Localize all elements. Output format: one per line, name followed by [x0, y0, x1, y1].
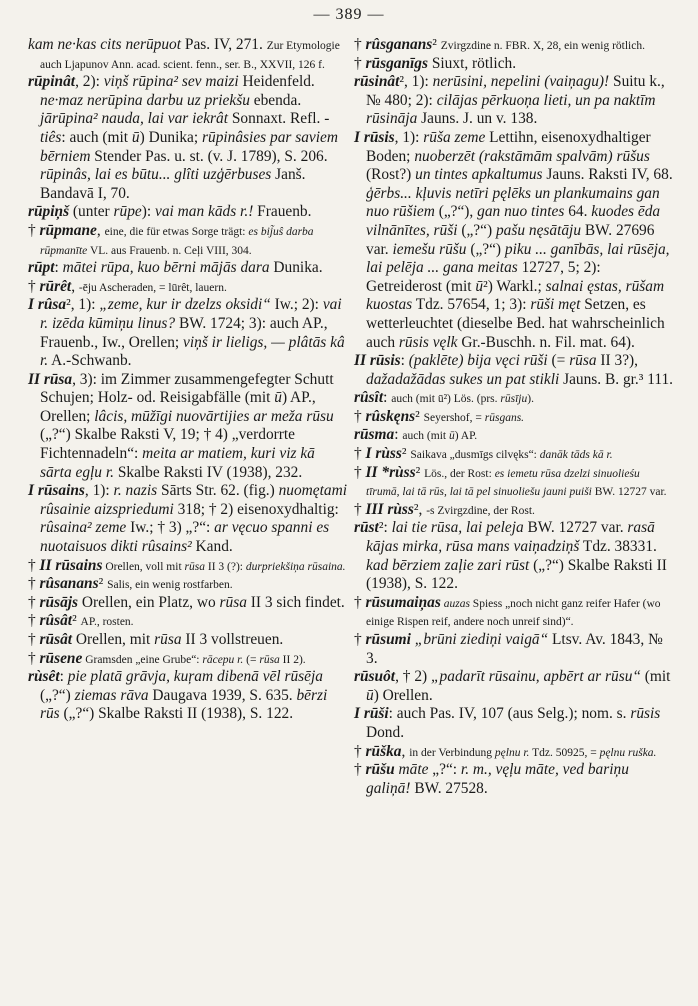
dictionary-entry — [28, 594, 348, 613]
headword: rūpiņš — [28, 203, 70, 221]
entry-text: rūpe — [113, 203, 142, 221]
entry-text: rūsīju — [500, 393, 528, 406]
entry-text: : — [59, 668, 68, 686]
entry-text: mātei rūpa, kuo bērni mājās dara — [62, 259, 270, 277]
dictionary-entry — [28, 222, 348, 259]
dictionary-entry — [354, 408, 674, 427]
entry-text: auch (mit — [402, 430, 449, 443]
entry-text: „zeme, kur ir dzelzs oksidi“ — [99, 296, 271, 314]
entry-text: rācepu r. — [202, 653, 244, 666]
headword: rūsājs — [39, 593, 79, 611]
right-column — [354, 36, 674, 798]
entry-text: eine, die für etwas Sorge trägt: — [104, 225, 249, 238]
dictionary-entry — [354, 705, 674, 742]
entry-text: bērzi rūs — [40, 686, 328, 723]
entry-text: A.-Schwanb. — [48, 352, 132, 370]
entry-text: Lettihn, eisenoxydhaltiger Boden; — [366, 128, 651, 165]
entry-text: rūsis — [630, 705, 661, 723]
entry-text: rūši męt — [530, 296, 581, 314]
dictionary-entry — [28, 650, 348, 669]
headword: rûsât — [39, 612, 73, 630]
entry-text: rūsa — [259, 653, 280, 666]
entry-text: ² — [98, 575, 108, 593]
dictionary-entry — [28, 575, 348, 594]
entry-text: („?“) Skalbe Raksti II (1938), S. 122. — [59, 705, 294, 723]
page-number: — 389 — — [313, 6, 385, 23]
dictionary-entry — [28, 482, 348, 556]
entry-text: Lös., der Rost: — [424, 467, 495, 480]
entry-text: , 1): — [394, 128, 424, 146]
entry-text: rasā kājas mirka, rūsa mans vaiņadziņš — [366, 519, 655, 556]
entry-text: : — [394, 426, 403, 444]
entry-text: kam ne·kas cits nerūpuot — [28, 36, 182, 53]
entry-text: nerūsini, nepelini (vaiņagu)! — [432, 73, 610, 91]
entry-text: BW. 12727 var. — [523, 519, 628, 537]
entry-text: lai tie rūsa, lai peleja — [391, 519, 524, 537]
headword: II rūsa — [28, 370, 73, 388]
entry-text: Ltsv. Av. 1843, № 3. — [366, 631, 663, 667]
entry-text: Skalbe Raksti IV (1938), 232. — [113, 463, 303, 481]
entry-text: Iw.; † 3) „?“: — [126, 519, 215, 537]
entry-text: : — [400, 352, 409, 370]
entry-text: † — [354, 445, 366, 463]
entry-text: „brūni ziediņi vaigā“ — [414, 631, 549, 648]
entry-text: ū — [131, 128, 140, 146]
dictionary-entry — [28, 296, 348, 370]
entry-text: † — [354, 593, 366, 611]
entry-text: r. nazis — [113, 482, 158, 500]
entry-text: pęlnu ruška. — [599, 746, 657, 759]
entry-text: † — [28, 649, 40, 667]
entry-text: Orellen, voll mit — [102, 560, 185, 573]
entry-text: Zvirgzdine n. FBR. X, 28, ein wenig rötlich. — [440, 40, 645, 52]
entry-text: ) Orellen. — [373, 686, 433, 704]
dictionary-entry — [354, 743, 674, 762]
dictionary-entry — [354, 761, 674, 798]
entry-text: II 2). — [279, 653, 306, 666]
entry-text: (= — [243, 653, 260, 666]
dictionary-entry — [28, 557, 348, 576]
entry-text: viņš ir lieligs, — plâtās kâ r. — [40, 333, 345, 370]
entry-text: † — [354, 36, 366, 53]
entry-text: BW. 27696 var. — [366, 221, 655, 258]
entry-text: Frauenb. — [253, 203, 312, 221]
headword: rūrêt — [39, 277, 72, 295]
dictionary-entry — [354, 668, 674, 705]
entry-text: ū — [475, 277, 484, 295]
dictionary-entry — [28, 259, 348, 278]
entry-text: , 2): — [75, 73, 104, 91]
entry-text: ² — [432, 36, 441, 53]
headword: rūpinât — [28, 73, 76, 91]
entry-text: Salis, ein wenig rostfarben. — [107, 579, 233, 592]
dictionary-entry — [354, 501, 674, 520]
entry-text: rūsa — [154, 631, 182, 648]
entry-text: „?“: — [428, 761, 461, 779]
entry-text: : — [54, 259, 63, 277]
headword: rûsît — [354, 389, 384, 407]
entry-text: † — [28, 556, 40, 574]
entry-text: † — [354, 742, 366, 760]
entry-text: Dond. — [366, 723, 405, 741]
entry-text: 12727, 5; 2): Getreiderost (mit — [366, 259, 601, 295]
entry-text: ² — [415, 407, 424, 425]
headword: III rùss — [365, 500, 414, 518]
headword: rūpt — [28, 259, 55, 277]
entry-text: Sonnaxt. Refl. — [228, 110, 325, 128]
entry-text: ): — [141, 203, 155, 221]
entry-text: Janš. Bandavā I, 70. — [40, 166, 306, 202]
entry-text: † — [354, 631, 366, 648]
entry-text: („?“) — [457, 221, 496, 239]
entry-text: ) AP. — [454, 430, 478, 443]
entry-text: in der Verbindung — [409, 746, 495, 759]
entry-text: Orellen, ein Platz, wo — [78, 593, 220, 611]
entry-text: Suitu k., № 480; 2): — [366, 73, 665, 109]
entry-text: rûsaina² zeme — [40, 519, 127, 537]
entry-text: rūsgans. — [484, 411, 525, 424]
entry-text: kuodes ēda vilnānītes, rūši — [366, 203, 661, 239]
entry-text: auzas — [443, 597, 470, 610]
entry-text: Siuxt, rötlich. — [428, 54, 517, 72]
headword: II rūsains — [39, 556, 103, 574]
entry-text: 318; † 2) eisenoxydhaltig: — [173, 500, 339, 518]
entry-text: † — [354, 500, 366, 518]
entry-text: 64. — [564, 203, 592, 221]
entry-text: rūpinâsies par saviem bērniem — [40, 128, 338, 165]
entry-text: Daugava 1939, S. 635. — [148, 686, 297, 704]
entry-text: danāk tāds kā r. — [539, 449, 613, 462]
dictionary-entry — [354, 464, 674, 501]
entry-text: ², — [413, 500, 427, 518]
entry-text: : auch Pas. IV, 107 (aus Selg.); nom. s. — [388, 705, 631, 723]
dictionary-entry — [354, 55, 674, 74]
entry-text: durpriekšiņa rūsaina. — [245, 560, 346, 573]
entry-text: rūša zeme — [423, 128, 486, 146]
entry-text: Tdz. 50925, = — [529, 746, 600, 759]
entry-text: ne·maz nerūpina darbu uz priekšu — [40, 91, 250, 109]
entry-text: meita ar matiem, kuri viz kā sārta egļu r. — [40, 445, 315, 481]
entry-text: Zur Etymologie auch Ljapunov Ann. acad. scient. fenn., ser. B., XXVII, 126 f. — [40, 40, 340, 71]
dictionary-entry — [354, 445, 674, 464]
entry-text: rūsa — [569, 352, 597, 370]
entry-text: -ēju Ascheraden, = lūrêt, lauern. — [78, 281, 227, 294]
entry-text: Heidenfeld. — [238, 73, 315, 91]
dictionary-entry — [28, 371, 348, 483]
entry-text: II 3 sich findet. — [246, 593, 345, 611]
dictionary-entry — [28, 203, 348, 222]
entry-text: † — [28, 612, 40, 630]
dictionary-entry — [28, 36, 348, 73]
entry-text: („?“) — [466, 240, 505, 258]
headword: rūsinât — [354, 73, 400, 91]
headword: I rūši — [354, 705, 389, 723]
entry-text: un tintes apkaltumus — [415, 166, 543, 184]
entry-text: Setzen, es wetterleuchtet (dieselbe Bed. hat wahrscheinlich auch — [366, 296, 665, 351]
headword: rùsêt — [28, 668, 60, 686]
entry-text: rūpinâs, lai es būtu... glîti uzģērbuses — [40, 166, 272, 184]
entry-text: ģērbs... kļuvis netīri pęlēks un plankumains gan nuo rūšiem — [366, 184, 660, 221]
entry-text: ). — [527, 393, 534, 406]
headword: I rūsis — [354, 128, 395, 146]
entry-text: pęlnu r. — [494, 746, 530, 759]
entry-text: (= — [547, 352, 570, 370]
headword: rûskęns — [365, 407, 416, 425]
entry-text: Sārts Str. 62. (fig.) — [157, 482, 279, 500]
entry-text: : — [383, 389, 392, 407]
entry-text: Jauns. B. gr.³ 111. — [559, 370, 674, 388]
dictionary-entry — [354, 594, 674, 631]
entry-text: II 3 (?): — [204, 560, 246, 573]
entry-text: Tdz. 38331. — [579, 538, 657, 556]
entry-text: vai man kāds r.! — [155, 203, 254, 221]
headword: rūsganīgs — [365, 54, 428, 72]
entry-text: nuomętami rûsainie aizspriedumi — [40, 482, 347, 518]
dictionary-entry — [354, 352, 674, 389]
entry-text: ū — [448, 430, 455, 443]
entry-text: BW. 27528. — [410, 779, 488, 797]
entry-text: nuoberzēt (rakstāmām spalvām) rūšus — [414, 147, 650, 165]
headword: I rûsa — [28, 296, 67, 314]
dictionary-entry — [354, 519, 674, 593]
entry-text: Orellen, mit — [72, 631, 155, 648]
entry-text: dažadažādas sukes un pat stikli — [366, 370, 560, 388]
dictionary-entry — [354, 426, 674, 445]
entry-text: † — [354, 54, 366, 72]
entry-text: pie platā grāvja, kuŗam dibenā vēl rūsēja — [67, 668, 323, 686]
entry-text: (Rost?) — [366, 166, 416, 184]
entry-text: jārūpina² nauda, lai var iekrât — [40, 110, 229, 128]
entry-text: Iw.; 2): — [270, 296, 323, 314]
entry-text: Saikava „dusmīgs cilvęks“: — [410, 449, 540, 462]
dictionary-entry — [28, 631, 348, 650]
entry-text: Tdz. 57654, 1; 3): — [412, 296, 531, 314]
headword: I rūsains — [28, 482, 85, 500]
entry-text: , — [96, 221, 105, 239]
headword: rūsma — [354, 426, 395, 444]
headword: rūsumi — [365, 631, 411, 648]
headword: rūšu — [365, 761, 395, 779]
entry-text: lâcis, mūžīgi nuovārtijies ar meža rūsu — [94, 407, 334, 425]
headword: II *rùss — [365, 463, 416, 481]
entry-text: rūsis vęlk — [398, 333, 458, 351]
entry-text: -tiês — [40, 110, 330, 146]
dictionary-entry — [354, 631, 674, 668]
entry-text: Gr.-Buschh. n. Fil. mat. 64). — [457, 333, 635, 351]
entry-text: II 3 vollstreuen. — [181, 631, 284, 648]
entry-text: Dunika. — [269, 259, 323, 277]
dictionary-entry — [28, 612, 348, 631]
entry-text: Stender Pas. u. st. (v. J. 1789), S. 206. — [90, 147, 328, 165]
entry-text: (unter — [69, 203, 114, 221]
entry-text: („?“), — [434, 203, 478, 221]
dictionary-entry — [354, 73, 674, 129]
entry-text: („?“) Skalbe Raksti V, 19; † 4) „verdorrte Fichtennadeln“: — [40, 426, 296, 463]
entry-text: („?“) Skalbe Raksti II (1938), S. 122. — [366, 556, 667, 593]
dictionary-entry — [354, 389, 674, 408]
entry-text: ² — [401, 445, 411, 463]
entry-text: (paklēte) bija vęci rūši — [408, 352, 548, 370]
entry-text: , — [71, 277, 79, 295]
entry-text: vai r. izēda kūmiņu linus? — [40, 296, 342, 332]
headword: rûsanans — [39, 575, 99, 593]
dictionary-entry — [28, 73, 348, 203]
headword: rūsât — [39, 631, 73, 648]
entry-text: ² — [72, 612, 81, 630]
entry-text: BW. 1724; 3): auch AP., Frauenb., Iw., Orellen; — [40, 314, 328, 351]
dictionary-entry — [28, 668, 348, 724]
entry-text: AP., rosten. — [80, 616, 134, 629]
entry-text: , 1): — [84, 482, 114, 500]
entry-text: rūsa — [184, 560, 205, 573]
entry-text: Seyershof, = — [423, 411, 485, 424]
headword: rûsganans — [365, 36, 433, 53]
entry-text: ū — [366, 686, 374, 704]
entry-text: Kand. — [191, 538, 233, 556]
headword: rūsene — [39, 649, 83, 667]
headword: rūška — [365, 742, 402, 760]
entry-text: rūsa — [219, 593, 247, 611]
entry-text: † — [28, 221, 40, 239]
entry-text: („?“) — [40, 686, 75, 704]
entry-text: † — [28, 575, 40, 593]
headword: I rùss — [365, 445, 402, 463]
entry-text: II 3?), — [596, 352, 639, 370]
entry-text: -s Zvirgzdine, der Rost. — [426, 504, 535, 517]
entry-text: Spiess „noch nicht ganz reifer Hafer (wo einige Rispen reif, andere noch unreif sind)“. — [366, 597, 661, 629]
entry-text: † — [28, 593, 40, 611]
entry-text: ū — [274, 389, 282, 407]
dictionary-entry — [28, 278, 348, 297]
entry-text: gan nuo tintes — [477, 203, 565, 221]
dictionary-entry — [354, 129, 674, 352]
entry-text: auch (mit ū²) Lös. (prs. — [391, 393, 501, 406]
entry-text: es iemetu rūsa dzelzi sinuolieśu tīrumā, lai tā rūs, lai tā pel sinuoliešu jauni puiši — [366, 467, 640, 499]
entry-text: piku ... ganībās, lai rūsēja, lai pelēja ... gana meitas — [366, 240, 670, 277]
headword: rūst — [354, 519, 379, 537]
left-column — [28, 36, 348, 724]
entry-text: ²) Warkl.; — [483, 277, 546, 295]
entry-text: † — [354, 761, 366, 779]
entry-text: ², 1): — [66, 296, 100, 314]
headword: II rūsis — [354, 352, 401, 370]
entry-text: ) AP., Orellen; — [40, 389, 316, 425]
entry-text: ziemas rāva — [74, 686, 149, 704]
entry-text: r. m., vęļu māte, ved bariņu galiņā! — [366, 761, 629, 797]
entry-text: „padarīt rūsainu, apbērt ar rūsu“ — [431, 668, 641, 686]
entry-text: ²: — [378, 519, 392, 537]
entry-text: Jauns. Raksti IV, 68. — [542, 166, 673, 184]
entry-text: ² — [415, 463, 425, 481]
entry-text: ebenda. — [249, 91, 302, 109]
dictionary-entry — [354, 36, 674, 55]
headword: rūsumaiņas — [365, 593, 441, 611]
entry-text: salnai ęstas, rūšam kuostas — [366, 277, 665, 314]
entry-text: † — [354, 407, 366, 425]
entry-text: BW. 12727 var. — [591, 486, 667, 499]
entry-text: kad bērziem zaļie zari rūst — [366, 556, 530, 574]
entry-text: Gramsden „eine Grube“: — [82, 653, 203, 666]
entry-text: , — [401, 742, 410, 760]
entry-text: ², 1): — [399, 73, 433, 91]
entry-text: ar vęcuo spanni es nuotaisuos dikti rûsains² — [40, 519, 330, 556]
entry-text: viņš rūpina² sev maizi — [103, 73, 239, 91]
headword: rūsuôt — [354, 668, 396, 686]
entry-text: † — [28, 277, 40, 295]
entry-text: Pas. IV, 271. — [181, 36, 267, 53]
entry-text: māte — [398, 761, 429, 779]
entry-text: Jauns. J. un v. 138. — [417, 110, 538, 128]
entry-text: iemešu rūšu — [392, 240, 467, 258]
entry-text: † — [354, 463, 366, 481]
entry-text: VL. aus Frauenb. n. Ceļi VIII, 304. — [87, 244, 252, 257]
entry-text: , † 2) — [395, 668, 431, 686]
headword: rūpmane — [39, 221, 97, 239]
entry-text: ) Dunika; — [139, 128, 203, 146]
entry-text: cilājas pērkuoņa lieti, un pa naktīm rūsināja — [366, 91, 656, 128]
entry-text: es bij̃uŝ darba rūpmanīte — [40, 225, 314, 257]
entry-text: pašu nęsātāju — [495, 221, 582, 239]
entry-text: : auch (mit — [61, 128, 132, 146]
entry-text: (mit — [640, 668, 671, 686]
entry-text: , 3): im Zimmer zusammengefegter Schutt Schujen; Holz- od. Reisigabfälle (mit — [40, 370, 334, 407]
entry-text: † — [28, 631, 40, 648]
